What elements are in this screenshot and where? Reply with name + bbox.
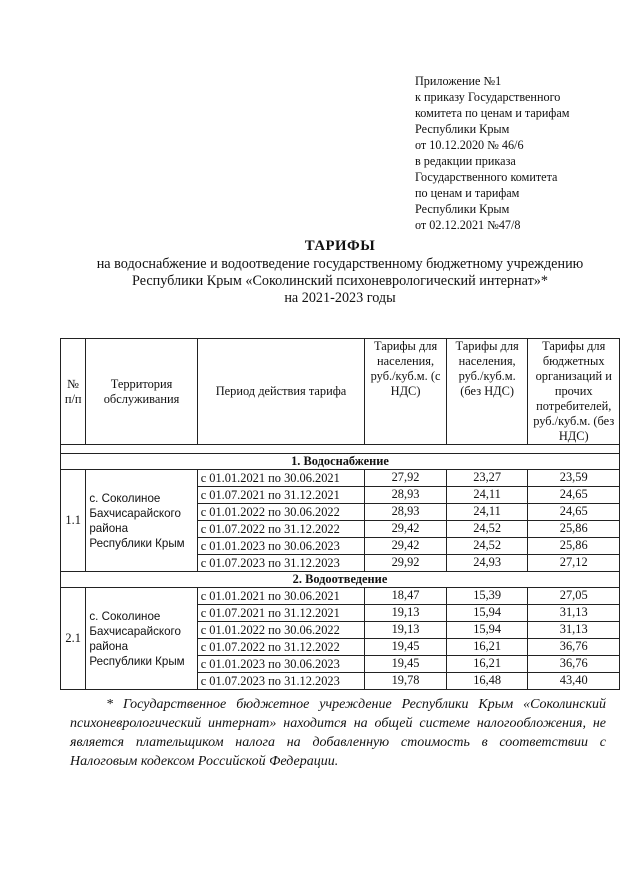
period-cell: с 01.07.2022 по 31.12.2022 [197, 639, 365, 656]
tariff-without-vat-cell: 24,52 [446, 521, 528, 538]
section-header-row [61, 454, 620, 470]
period-cell: с 01.01.2023 по 30.06.2023 [197, 656, 365, 673]
appendix-line: Государственного комитета [415, 170, 558, 184]
footnote-text: * Государственное бюджетное учреждение Республики Крым «Соколинский психоневрологический интернат» находится на общей системе налогообложения, не является плательщиком налога на добавленную стоимость в соответствии с Налоговым кодексом Российской Федерации. [70, 697, 606, 769]
tariff-with-vat-cell: 29,42 [365, 521, 447, 538]
table-row [61, 588, 620, 605]
section-header-row [61, 572, 620, 588]
period-cell: с 01.07.2023 по 31.12.2023 [197, 673, 365, 690]
title-line-2: Республики Крым «Соколинский психоневрологический интернат»* [132, 273, 548, 289]
tariff-with-vat-cell: 19,45 [365, 639, 447, 656]
period-cell: с 01.01.2023 по 30.06.2023 [197, 538, 365, 555]
section-title-water-supply: 1. Водоснабжение [61, 454, 620, 470]
row-number: 2.1 [61, 588, 86, 690]
period-cell: с 01.07.2022 по 31.12.2022 [197, 521, 365, 538]
appendix-line: Приложение №1 [415, 74, 502, 88]
appendix-line: Республики Крым [415, 122, 510, 136]
tariff-without-vat-cell: 23,27 [446, 470, 528, 487]
tariff-budget-cell: 27,05 [528, 588, 620, 605]
footnote [70, 695, 606, 771]
title-line-3: на 2021-2023 годы [284, 290, 396, 306]
tariff-budget-cell: 25,86 [528, 521, 620, 538]
period-cell: с 01.07.2023 по 31.12.2023 [197, 555, 365, 572]
header-no: № п/п [61, 339, 86, 445]
appendix-line: по ценам и тарифам [415, 186, 520, 200]
header-tariff-budget: Тарифы для бюджетных организаций и прочих потребителей, руб./куб.м. (без НДС) [528, 339, 620, 445]
tariff-budget-cell: 43,40 [528, 673, 620, 690]
tariff-without-vat-cell: 24,11 [446, 487, 528, 504]
tariff-budget-cell: 31,13 [528, 605, 620, 622]
tariff-without-vat-cell: 15,94 [446, 622, 528, 639]
document-title: ТАРИФЫ [304, 238, 376, 254]
table-row [61, 470, 620, 487]
tariff-budget-cell: 36,76 [528, 656, 620, 673]
period-cell: с 01.01.2021 по 30.06.2021 [197, 470, 365, 487]
tariff-without-vat-cell: 24,52 [446, 538, 528, 555]
section-title-wastewater: 2. Водоотведение [61, 572, 620, 588]
tariff-budget-cell: 24,65 [528, 487, 620, 504]
period-cell: с 01.07.2021 по 31.12.2021 [197, 487, 365, 504]
title-line-1: на водоснабжение и водоотведение государственному бюджетному учреждению [96, 256, 584, 272]
tariff-budget-cell: 25,86 [528, 538, 620, 555]
tariff-budget-cell: 23,59 [528, 470, 620, 487]
document-title-block [60, 238, 620, 307]
period-cell: с 01.01.2022 по 30.06.2022 [197, 504, 365, 521]
tariff-without-vat-cell: 16,21 [446, 639, 528, 656]
header-territory: Территория обслуживания [86, 339, 197, 445]
tariff-budget-cell: 36,76 [528, 639, 620, 656]
appendix-line: комитета по ценам и тарифам [415, 106, 570, 120]
tariff-with-vat-cell: 19,45 [365, 656, 447, 673]
appendix-line: к приказу Государственного [415, 90, 561, 104]
spacer-row [61, 445, 620, 454]
appendix-reference-block [415, 73, 630, 233]
period-cell: с 01.07.2021 по 31.12.2021 [197, 605, 365, 622]
tariff-with-vat-cell: 18,47 [365, 588, 447, 605]
appendix-line: от 02.12.2021 №47/8 [415, 218, 521, 232]
table-header-row [61, 339, 620, 445]
tariffs-table [60, 338, 620, 690]
territory-cell: с. Соколиное Бахчисарайского района Республики Крым [86, 470, 197, 572]
tariff-with-vat-cell: 19,13 [365, 605, 447, 622]
tariff-without-vat-cell: 24,93 [446, 555, 528, 572]
tariff-without-vat-cell: 16,48 [446, 673, 528, 690]
row-number: 1.1 [61, 470, 86, 572]
tariff-with-vat-cell: 27,92 [365, 470, 447, 487]
tariff-budget-cell: 31,13 [528, 622, 620, 639]
tariff-with-vat-cell: 19,13 [365, 622, 447, 639]
tariff-without-vat-cell: 15,39 [446, 588, 528, 605]
tariff-with-vat-cell: 29,42 [365, 538, 447, 555]
tariff-without-vat-cell: 15,94 [446, 605, 528, 622]
header-tariff-with-vat: Тарифы для населения, руб./куб.м. (с НДС) [365, 339, 447, 445]
header-tariff-without-vat: Тарифы для населения, руб./куб.м. (без НДС) [446, 339, 528, 445]
appendix-line: от 10.12.2020 № 46/6 [415, 138, 524, 152]
tariff-budget-cell: 24,65 [528, 504, 620, 521]
tariff-with-vat-cell: 28,93 [365, 504, 447, 521]
tariff-with-vat-cell: 19,78 [365, 673, 447, 690]
period-cell: с 01.01.2021 по 30.06.2021 [197, 588, 365, 605]
tariff-with-vat-cell: 29,92 [365, 555, 447, 572]
tariff-without-vat-cell: 16,21 [446, 656, 528, 673]
tariff-without-vat-cell: 24,11 [446, 504, 528, 521]
tariff-with-vat-cell: 28,93 [365, 487, 447, 504]
appendix-line: в редакции приказа [415, 154, 516, 168]
period-cell: с 01.01.2022 по 30.06.2022 [197, 622, 365, 639]
header-period: Период действия тарифа [197, 339, 365, 445]
territory-cell: с. Соколиное Бахчисарайского района Республики Крым [86, 588, 197, 690]
tariff-budget-cell: 27,12 [528, 555, 620, 572]
appendix-line: Республики Крым [415, 202, 510, 216]
